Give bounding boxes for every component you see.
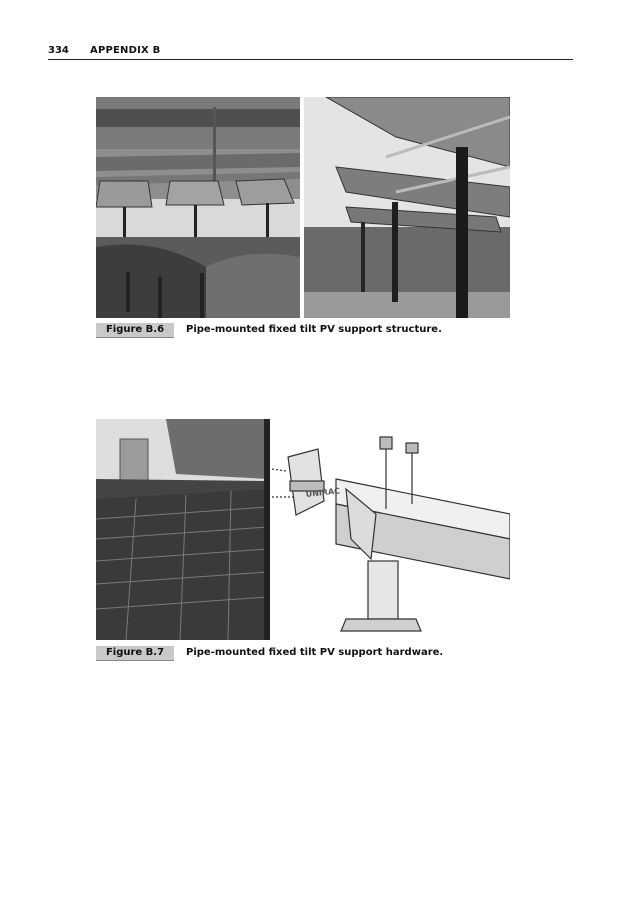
unirac-logo: UNIRAC (305, 486, 341, 499)
vineyard-arrays-photo (96, 97, 300, 318)
pipe-mount-closeup-photo (304, 97, 510, 318)
figure-b7-photo (96, 419, 510, 640)
running-title: APPENDIX B (90, 45, 161, 56)
roof-array-photo (96, 419, 270, 640)
page-header (48, 45, 573, 60)
figure-b6-caption (96, 323, 516, 339)
page-number: 334 (48, 45, 69, 56)
figure-label: Figure B.6 (96, 323, 174, 338)
figure-label: Figure B.7 (96, 646, 174, 661)
mounting-hardware-drawing (272, 437, 510, 631)
figure-caption-text: Pipe-mounted fixed tilt PV support structure. (186, 324, 442, 335)
figure-b6-photo (96, 97, 510, 318)
figure-caption-text: Pipe-mounted fixed tilt PV support hardware. (186, 647, 444, 658)
figure-b7-caption (96, 646, 516, 662)
